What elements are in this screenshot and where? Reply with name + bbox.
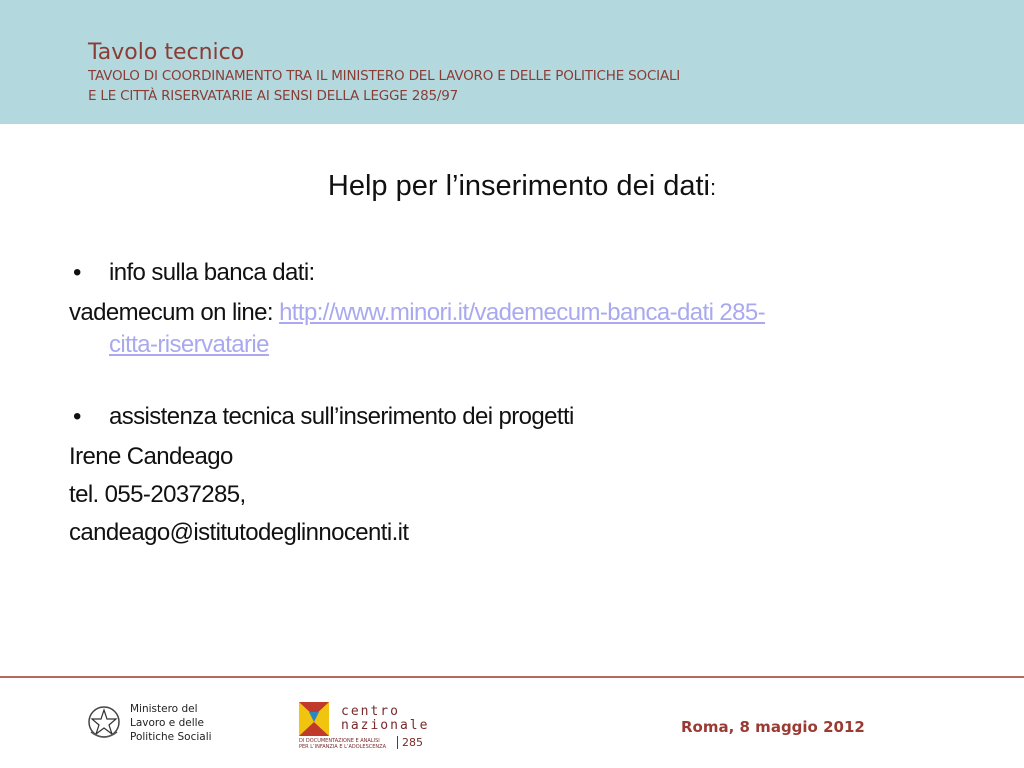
vademecum-line (69, 298, 765, 328)
centro-small-line2: PER L’INFANZIA E L’ADOLESCENZA (299, 744, 386, 750)
centro-mark-icon (299, 702, 329, 736)
ministero-line3: Politiche Sociali (130, 731, 212, 743)
ministero-line2: Lavoro e delle (130, 717, 204, 729)
centro-nazionale-logo (299, 702, 429, 754)
vademecum-link[interactable]: http://www.minori.it/vademecum-banca-dati 285- (279, 299, 766, 326)
header-title: Tavolo tecnico (88, 40, 245, 65)
bullet-icon: • (73, 403, 81, 430)
slide-heading (0, 170, 1024, 203)
contact-name: Irene Candeago (69, 443, 233, 470)
vademecum-link-part2[interactable]: citta-riservatarie (109, 331, 269, 358)
header-subtitle-line2: E LE CITTÀ RISERVATARIE AI SENSI DELLA LEGGE 285/97 (88, 88, 459, 104)
vademecum-label: vademecum on line: (69, 299, 280, 326)
centro-word2: nazionale (341, 718, 430, 733)
contact-tel: tel. 055-2037285, (69, 481, 246, 508)
centro-subtitle (299, 738, 386, 750)
ministero-logo (86, 702, 236, 750)
ministero-line1: Ministero del (130, 703, 198, 715)
italian-emblem-icon (86, 702, 122, 742)
bullet-item-assistenza-text: assistenza tecnica sull’inserimento dei progetti (109, 403, 574, 430)
header-subtitle-line1: TAVOLO DI COORDINAMENTO TRA IL MINISTERO DEL LAVORO E DELLE POLITICHE SOCIALI (88, 68, 681, 84)
footer-divider (0, 676, 1024, 678)
bullet-item-info-text: info sulla banca dati: (109, 259, 315, 286)
centro-number: 285 (397, 736, 423, 749)
ministero-text (130, 702, 212, 744)
header-banner (0, 0, 1024, 124)
slide-heading-colon: : (709, 175, 717, 200)
contact-email: candeago@istitutodeglinnocenti.it (69, 519, 409, 546)
centro-small-line1: DI DOCUMENTAZIONE E ANALISI (299, 738, 380, 744)
slide-heading-text: Help per l’inserimento dei dati (327, 170, 710, 202)
footer-date: Roma, 8 maggio 2012 (681, 718, 865, 736)
bullet-icon: • (73, 259, 81, 286)
centro-word1: centro (341, 704, 400, 719)
